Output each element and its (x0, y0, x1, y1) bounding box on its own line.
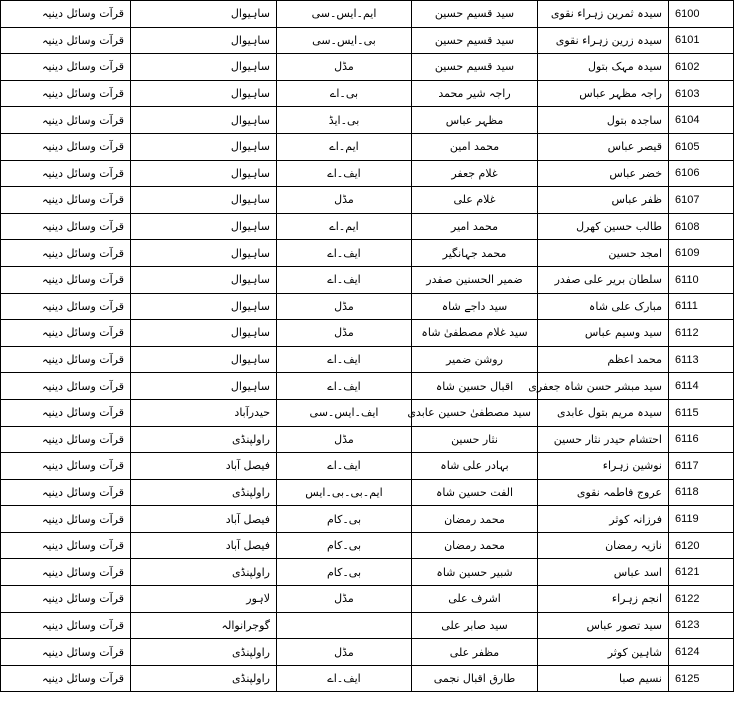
father-name-cell: الفت حسین شاہ (412, 479, 538, 506)
name-cell: اسد عباس (538, 559, 669, 586)
roll-number-cell: 6106 (669, 160, 734, 187)
city-cell: ساہیوال (131, 133, 277, 160)
table-row (1, 346, 734, 373)
roll-number-cell: 6109 (669, 240, 734, 267)
subject-cell: قرآت وسائل دینیہ (1, 399, 131, 426)
qualification-cell: مڈل (277, 187, 412, 214)
table-row (1, 559, 734, 586)
subject-cell: قرآت وسائل دینیہ (1, 107, 131, 134)
roll-number-cell: 6114 (669, 373, 734, 400)
roll-number-cell: 6113 (669, 346, 734, 373)
table-row (1, 453, 734, 480)
roll-number-cell: 6100 (669, 1, 734, 28)
father-name-cell: سید قسیم حسین (412, 1, 538, 28)
table-row (1, 612, 734, 639)
qualification-cell: ایف۔اے (277, 346, 412, 373)
subject-cell: قرآت وسائل دینیہ (1, 266, 131, 293)
table-row (1, 160, 734, 187)
qualification-cell: ایف۔اے (277, 373, 412, 400)
subject-cell: قرآت وسائل دینیہ (1, 506, 131, 533)
subject-cell: قرآت وسائل دینیہ (1, 240, 131, 267)
name-cell: مبارک علی شاہ (538, 293, 669, 320)
roll-number-cell: 6118 (669, 479, 734, 506)
roll-number-cell: 6119 (669, 506, 734, 533)
city-cell: ساہیوال (131, 80, 277, 107)
name-cell: سید وسیم عباس (538, 320, 669, 347)
city-cell: ساہیوال (131, 27, 277, 54)
father-name-cell: غلام جعفر (412, 160, 538, 187)
roll-number-cell: 6107 (669, 187, 734, 214)
city-cell: فیصل آباد (131, 453, 277, 480)
subject-cell: قرآت وسائل دینیہ (1, 532, 131, 559)
subject-cell: قرآت وسائل دینیہ (1, 160, 131, 187)
roll-number-cell: 6101 (669, 27, 734, 54)
name-cell: محمد اعظم (538, 346, 669, 373)
qualification-cell: مڈل (277, 426, 412, 453)
table-row (1, 187, 734, 214)
table-row (1, 213, 734, 240)
qualification-cell: بی۔ایس۔سی (277, 27, 412, 54)
roll-number-cell: 6110 (669, 266, 734, 293)
roll-number-cell: 6124 (669, 639, 734, 666)
qualification-cell: بی۔کام (277, 532, 412, 559)
roll-number-cell: 6115 (669, 399, 734, 426)
table-row (1, 506, 734, 533)
city-cell: ساہیوال (131, 293, 277, 320)
subject-cell: قرآت وسائل دینیہ (1, 426, 131, 453)
city-cell: ساہیوال (131, 160, 277, 187)
name-cell: سلطان بریر علی صفدر (538, 266, 669, 293)
roll-number-cell: 6121 (669, 559, 734, 586)
city-cell: راولپنڈی (131, 665, 277, 692)
name-cell: سیدہ ثمرین زہراء نقوی (538, 1, 669, 28)
father-name-cell: سید داجے شاہ (412, 293, 538, 320)
father-name-cell: اشرف علی (412, 586, 538, 613)
father-name-cell: غلام علی (412, 187, 538, 214)
subject-cell: قرآت وسائل دینیہ (1, 612, 131, 639)
table-row (1, 107, 734, 134)
qualification-cell: مڈل (277, 586, 412, 613)
roll-number-cell: 6123 (669, 612, 734, 639)
city-cell: ساہیوال (131, 107, 277, 134)
city-cell: فیصل آباد (131, 532, 277, 559)
qualification-cell: بی۔کام (277, 559, 412, 586)
roll-number-cell: 6125 (669, 665, 734, 692)
qualification-cell: مڈل (277, 639, 412, 666)
roll-number-cell: 6111 (669, 293, 734, 320)
city-cell: حیدرآباد (131, 399, 277, 426)
qualification-cell: ایم۔بی۔بی۔ایس (277, 479, 412, 506)
table-row (1, 373, 734, 400)
father-name-cell: محمد جہانگیر (412, 240, 538, 267)
name-cell: راجہ مظہر عباس (538, 80, 669, 107)
father-name-cell: طارق اقبال نجمی (412, 665, 538, 692)
city-cell: راولپنڈی (131, 426, 277, 453)
father-name-cell: سید قسیم حسین (412, 27, 538, 54)
subject-cell: قرآت وسائل دینیہ (1, 293, 131, 320)
name-cell: نسیم صبا (538, 665, 669, 692)
name-cell: شاہین کوثر (538, 639, 669, 666)
qualification-cell: ایف۔اے (277, 160, 412, 187)
roll-number-cell: 6116 (669, 426, 734, 453)
name-cell: خضر عباس (538, 160, 669, 187)
table-row (1, 133, 734, 160)
city-cell: راولپنڈی (131, 479, 277, 506)
city-cell: ساہیوال (131, 54, 277, 81)
table-body (1, 1, 734, 692)
roll-number-cell: 6122 (669, 586, 734, 613)
qualification-cell: ایف۔اے (277, 453, 412, 480)
name-cell: ساجدہ بتول (538, 107, 669, 134)
father-name-cell: ضمیر الحسنین صفدر (412, 266, 538, 293)
subject-cell: قرآت وسائل دینیہ (1, 320, 131, 347)
table-row (1, 266, 734, 293)
roll-number-cell: 6103 (669, 80, 734, 107)
father-name-cell: نثار حسین (412, 426, 538, 453)
father-name-cell: سید قسیم حسین (412, 54, 538, 81)
table-row (1, 532, 734, 559)
father-name-cell: محمد امیر (412, 213, 538, 240)
qualification-cell: بی۔ایڈ (277, 107, 412, 134)
city-cell: گوجرانوالہ (131, 612, 277, 639)
subject-cell: قرآت وسائل دینیہ (1, 586, 131, 613)
name-cell: نوشین زہراء (538, 453, 669, 480)
roll-number-cell: 6120 (669, 532, 734, 559)
name-cell: سیدہ مہک بتول (538, 54, 669, 81)
city-cell: ساہیوال (131, 266, 277, 293)
father-name-cell: محمد رمضان (412, 532, 538, 559)
subject-cell: قرآت وسائل دینیہ (1, 54, 131, 81)
father-name-cell: راجہ شیر محمد (412, 80, 538, 107)
qualification-cell (277, 612, 412, 639)
roll-number-cell: 6102 (669, 54, 734, 81)
name-cell: سید تصور عباس (538, 612, 669, 639)
father-name-cell: شبیر حسین شاہ (412, 559, 538, 586)
subject-cell: قرآت وسائل دینیہ (1, 665, 131, 692)
name-cell: سید مبشر حسن شاہ جعفری (538, 373, 669, 400)
city-cell: راولپنڈی (131, 559, 277, 586)
city-cell: ساہیوال (131, 1, 277, 28)
name-cell: احتشام حیدر نثار حسین (538, 426, 669, 453)
roll-number-cell: 6112 (669, 320, 734, 347)
table-row (1, 1, 734, 28)
subject-cell: قرآت وسائل دینیہ (1, 80, 131, 107)
table-row (1, 320, 734, 347)
subject-cell: قرآت وسائل دینیہ (1, 27, 131, 54)
qualification-cell: ایم۔اے (277, 133, 412, 160)
subject-cell: قرآت وسائل دینیہ (1, 373, 131, 400)
table-row (1, 399, 734, 426)
city-cell: ساہیوال (131, 320, 277, 347)
qualification-cell: مڈل (277, 54, 412, 81)
table-row (1, 240, 734, 267)
table-row (1, 639, 734, 666)
father-name-cell: روشن ضمیر (412, 346, 538, 373)
subject-cell: قرآت وسائل دینیہ (1, 559, 131, 586)
subject-cell: قرآت وسائل دینیہ (1, 453, 131, 480)
name-cell: عروج فاطمہ نقوی (538, 479, 669, 506)
qualification-cell: مڈل (277, 320, 412, 347)
city-cell: ساہیوال (131, 240, 277, 267)
father-name-cell: اقبال حسین شاہ (412, 373, 538, 400)
roll-number-cell: 6117 (669, 453, 734, 480)
table-row (1, 54, 734, 81)
city-cell: ساہیوال (131, 373, 277, 400)
father-name-cell: بہادر علی شاہ (412, 453, 538, 480)
qualification-cell: ایف۔ایس۔سی (277, 399, 412, 426)
roll-number-cell: 6104 (669, 107, 734, 134)
roll-number-cell: 6108 (669, 213, 734, 240)
city-cell: ساہیوال (131, 346, 277, 373)
subject-cell: قرآت وسائل دینیہ (1, 133, 131, 160)
table-row (1, 479, 734, 506)
table-row (1, 426, 734, 453)
table-row (1, 80, 734, 107)
subject-cell: قرآت وسائل دینیہ (1, 479, 131, 506)
father-name-cell: محمد امین (412, 133, 538, 160)
subject-cell: قرآت وسائل دینیہ (1, 213, 131, 240)
name-cell: امجد حسین (538, 240, 669, 267)
roll-number-cell: 6105 (669, 133, 734, 160)
father-name-cell: محمد رمضان (412, 506, 538, 533)
qualification-cell: ایم۔اے (277, 213, 412, 240)
name-cell: قیصر عباس (538, 133, 669, 160)
qualification-cell: بی۔کام (277, 506, 412, 533)
father-name-cell: سید صابر علی (412, 612, 538, 639)
subject-cell: قرآت وسائل دینیہ (1, 346, 131, 373)
father-name-cell: مظہر عباس (412, 107, 538, 134)
qualification-cell: ایم۔ایس۔سی (277, 1, 412, 28)
subject-cell: قرآت وسائل دینیہ (1, 1, 131, 28)
qualification-cell: بی۔اے (277, 80, 412, 107)
name-cell: انجم زہراء (538, 586, 669, 613)
city-cell: ساہیوال (131, 213, 277, 240)
qualification-cell: ایف۔اے (277, 665, 412, 692)
name-cell: نازیہ رمضان (538, 532, 669, 559)
qualification-cell: ایف۔اے (277, 266, 412, 293)
name-cell: ظفر عباس (538, 187, 669, 214)
father-name-cell: سید مصطفیٰ حسین عابدی (412, 399, 538, 426)
city-cell: راولپنڈی (131, 639, 277, 666)
father-name-cell: سید غلام مصطفیٰ شاہ (412, 320, 538, 347)
city-cell: ساہیوال (131, 187, 277, 214)
name-cell: فرزانہ کوثر (538, 506, 669, 533)
qualification-cell: مڈل (277, 293, 412, 320)
qualification-cell: ایف۔اے (277, 240, 412, 267)
subject-cell: قرآت وسائل دینیہ (1, 639, 131, 666)
city-cell: لاہور (131, 586, 277, 613)
table-row (1, 586, 734, 613)
father-name-cell: مظفر علی (412, 639, 538, 666)
name-cell: سیدہ زرین زہراء نقوی (538, 27, 669, 54)
table-row (1, 293, 734, 320)
subject-cell: قرآت وسائل دینیہ (1, 187, 131, 214)
table-row (1, 27, 734, 54)
name-cell: سیدہ مریم بتول عابدی (538, 399, 669, 426)
table-row (1, 665, 734, 692)
city-cell: فیصل آباد (131, 506, 277, 533)
name-cell: طالب حسین کھرل (538, 213, 669, 240)
